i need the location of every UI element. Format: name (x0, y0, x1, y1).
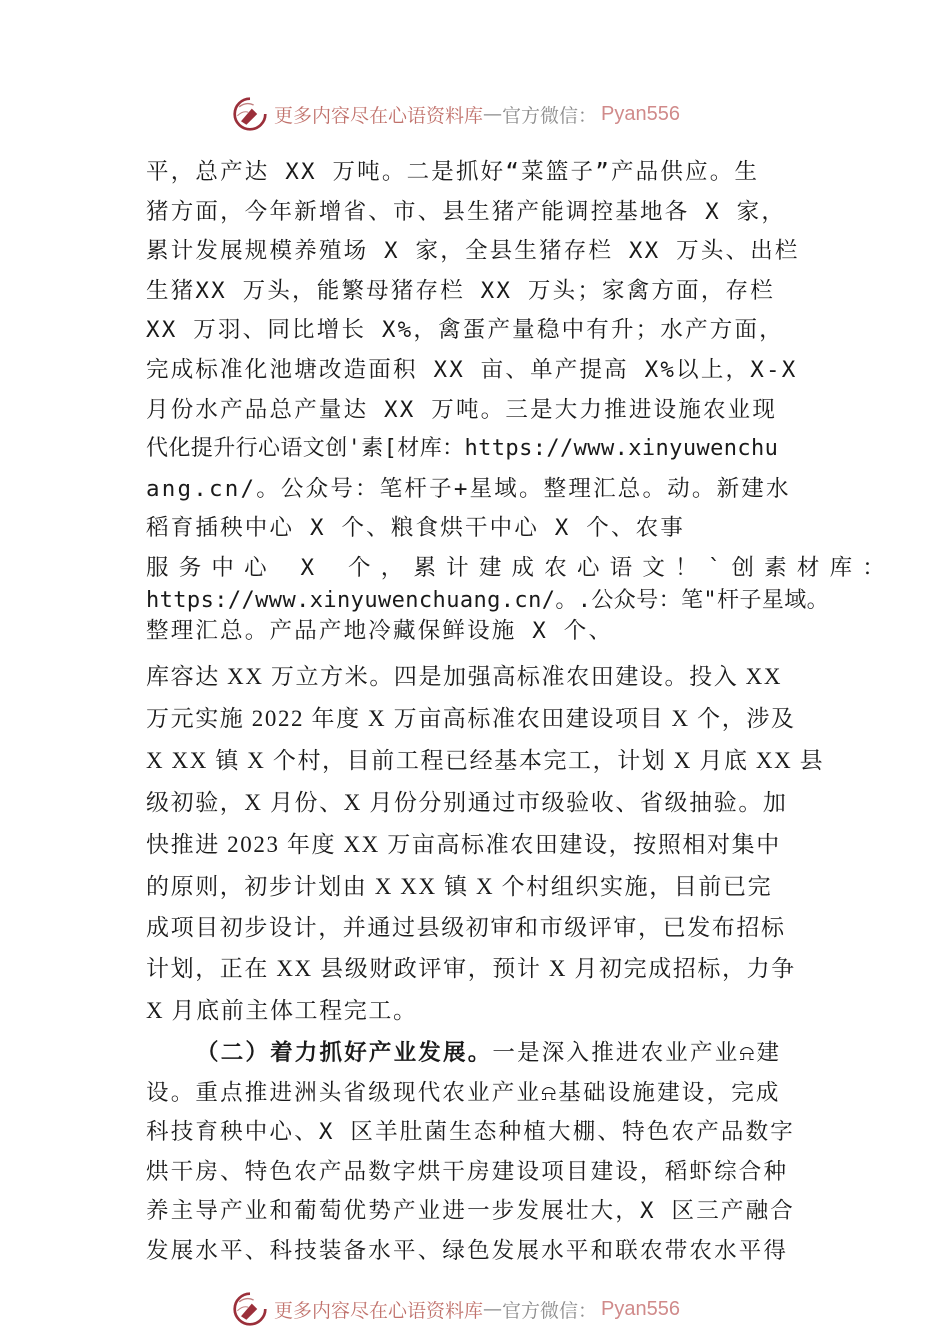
brand-text: 更多内容尽在心语资料库 (274, 104, 484, 127)
body-line: 稻育插秧中心 X 个、粮食烘干中心 X 个、农事 (146, 515, 686, 541)
wechat-id: Pyan556 (601, 102, 680, 125)
body-line: 生猪XX 万头，能繁母猪存栏 XX 万头；家禽方面，存栏 (146, 278, 775, 304)
body-line: 完成标准化池塘改造面积 XX 亩、单产提高 X%以上，X-X (146, 357, 798, 383)
section-2-first-line (196, 1035, 781, 1067)
section-2-text: 一是深入推进农业产业⍾建 (492, 1040, 782, 1066)
body-line: 月份水产品总产量达 XX 万吨。三是大力推进设施农业现 (146, 397, 778, 423)
body-line: 发展水平、科技装备水平、绿色发展水平和联农带农水平得 (146, 1238, 789, 1264)
body-line: X 月底前主体工程完工。 (146, 998, 418, 1023)
body-line: XX 万羽、同比增长 X%，禽蛋产量稳中有升；水产方面， (146, 317, 784, 343)
body-line: 的原则，初步计划由 X XX 镇 X 个村组织实施，目前已完 (146, 874, 773, 899)
brand-text: 更多内容尽在心语资料库 (274, 1299, 484, 1322)
body-line: 级初验，X 月份、X 月份分别通过市级验收、省级抽验。加 (146, 790, 788, 815)
wechat-label: 官方微信： (502, 104, 598, 127)
header-watermark-banner (232, 94, 680, 134)
body-line: 成项目初步设计，并通过县级初审和市级评审，已发布招标 (146, 915, 786, 940)
body-line: X XX 镇 X 个村，目前工程已经基本完工，计划 X 月底 XX 县 (146, 748, 825, 773)
separator: — (483, 103, 503, 125)
body-line: 服务中心 X 个，累计建成农心语文！`创素材库： (146, 555, 895, 581)
body-line: ang.cn/。公众号：笔杆子+星域。整理汇总。动。新建水 (146, 476, 791, 502)
body-line: 累计发展规模养殖场 X 家，全县生猪存栏 XX 万头、出栏 (146, 238, 800, 264)
body-line: 养主导产业和葡萄优势产业进一步发展壮大，X 区三产融合 (146, 1198, 795, 1224)
body-line: 库容达 XX 万立方米。四是加强高标准农田建设。投入 XX (146, 664, 783, 689)
body-line: 烘干房、特色农产品数字烘干房建设项目建设，稻虾综合种 (146, 1159, 789, 1185)
pen-nib-logo-icon (232, 96, 268, 132)
body-line: 代化提升行心语文创'素[材库：https://www.xinyuwenchu (146, 436, 779, 461)
body-line: 科技育秧中心、X 区羊肚菌生态种植大棚、特色农产品数字 (146, 1119, 795, 1145)
wechat-label: 官方微信： (502, 1299, 598, 1322)
body-line: 计划，正在 XX 县级财政评审，预计 X 月初完成招标，力争 (146, 956, 796, 981)
separator: — (483, 1298, 503, 1320)
body-line: 平，总产达 XX 万吨。二是抓好“菜篮子”产品供应。生 (146, 159, 760, 185)
body-line: 设。重点推进洲头省级现代农业产业⍾基础设施建设，完成 (146, 1080, 781, 1106)
body-line: 万元实施 2022 年度 X 万亩高标准农田建设项目 X 个，涉及 (146, 706, 796, 731)
wechat-id: Pyan556 (601, 1297, 680, 1320)
pen-nib-logo-icon (232, 1291, 268, 1327)
body-line: 整理汇总。产品产地冷藏保鲜设施 X 个、 (146, 618, 614, 644)
footer-watermark-banner (232, 1289, 680, 1329)
body-line: 快推进 2023 年度 XX 万亩高标准农田建设，按照相对集中 (146, 832, 781, 857)
body-line: 猪方面，今年新增省、市、县生猪产能调控基地各 X 家， (146, 199, 787, 225)
section-2-heading: （二）着力抓好产业发展。 (196, 1040, 493, 1066)
body-line: https://www.xinyuwenchuang.cn/。.公众号：笔"杆子星域。 (146, 588, 830, 613)
